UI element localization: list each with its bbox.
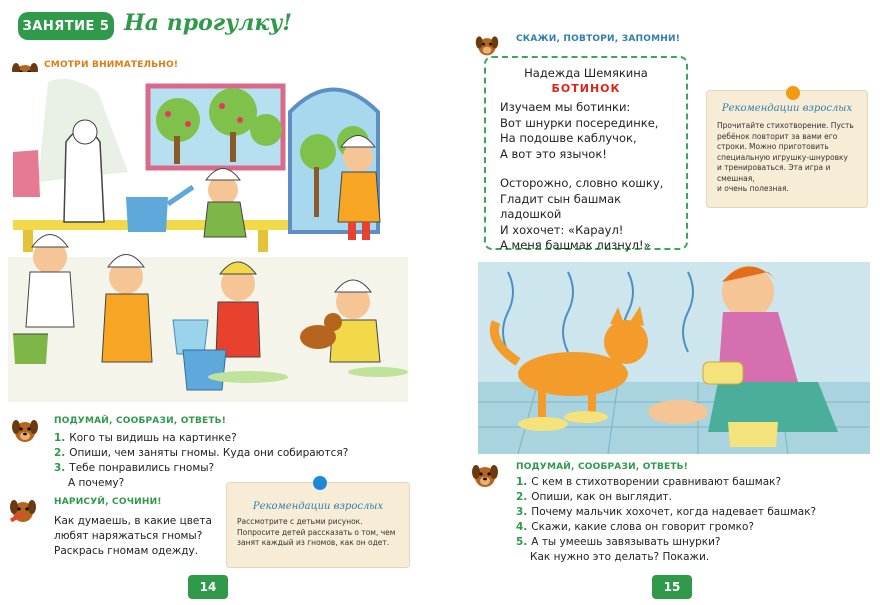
question-list — [516, 475, 866, 565]
poem-line: А вот это язычок! — [500, 146, 607, 161]
recommendations-line: и очень полезная. — [717, 184, 789, 193]
recommendations-text — [237, 517, 407, 549]
poem-line: И хохочет: «Караул! — [500, 222, 624, 237]
pin-icon — [786, 86, 800, 100]
list-item — [516, 535, 866, 550]
page-number-text: 15 — [663, 580, 681, 594]
list-item — [516, 490, 866, 505]
question-number: 1. — [54, 432, 66, 444]
gnomes-illustration — [8, 72, 408, 402]
poem-line: Гладит сын башмак ладошкой — [500, 191, 622, 221]
say-label: СКАЖИ, ПОВТОРИ, ЗАПОМНИ! — [516, 34, 681, 44]
question-text: С кем в стихотворении сравнивают башмак? — [531, 476, 782, 488]
draw-line: любят наряжаться гномы? — [54, 530, 203, 542]
list-item — [54, 431, 354, 446]
dog-with-pencil-icon — [8, 495, 38, 525]
poem-title: БОТИНОК — [551, 82, 621, 95]
list-item — [54, 446, 354, 461]
draw-line: Раскрась гномам одежду. — [54, 545, 199, 557]
recommendations-box — [706, 90, 868, 208]
question-text: Опиши, чем заняты гномы. Куда они собираются? — [69, 447, 349, 459]
poem-line: Вот шнурки посерединке, — [500, 115, 659, 130]
poem-stanza-1 — [500, 100, 684, 162]
recommendations-line: ребёнок повторит за вами его — [717, 131, 838, 141]
think-label: ПОДУМАЙ, СООБРАЗИ, ОТВЕТЬ! — [54, 416, 227, 426]
poem-box — [484, 56, 688, 250]
dog-icon — [474, 32, 500, 58]
question-text: А ты умеешь завязывать шнурки? — [531, 536, 721, 548]
recommendations-text — [717, 121, 865, 195]
recommendations-line: строки. Можно приготовить — [717, 142, 829, 151]
lesson-tag-text: ЗАНЯТИЕ 5 — [22, 18, 110, 34]
question-number: 4. — [516, 521, 528, 533]
list-item — [54, 461, 354, 476]
lesson-tag — [18, 12, 114, 40]
dog-icon — [10, 415, 40, 445]
question-number: 2. — [54, 447, 66, 459]
page-number — [188, 575, 228, 599]
question-text: А почему? — [68, 477, 125, 489]
poem-line: А меня башмак лизнул!» — [500, 238, 651, 252]
recommendations-line: Прочитайте стихотворение. Пусть — [717, 121, 854, 130]
recommendations-line: Рассмотрите с детьми рисунок. — [237, 517, 363, 526]
question-text: Почему мальчик хохочет, когда надевает башмак? — [531, 506, 817, 518]
poem-line: Изучаем мы ботинки: — [500, 100, 631, 114]
poem-author: Надежда Шемякина — [524, 66, 648, 80]
list-item — [516, 505, 866, 520]
question-number: 2. — [516, 491, 528, 503]
list-item — [516, 550, 866, 565]
draw-text — [54, 514, 224, 559]
think-label: ПОДУМАЙ, СООБРАЗИ, ОТВЕТЬ! — [516, 462, 689, 472]
poem-line: На подошве каблучок, — [500, 131, 637, 145]
recommendations-line: и тренироваться. Эта игра и смешная, — [717, 163, 831, 183]
recommendations-title: Рекомендации взрослых — [721, 103, 853, 114]
question-text: Опиши, как он выглядит. — [531, 491, 673, 503]
cat-and-boy-illustration — [478, 262, 870, 454]
question-text: Кого ты видишь на картинке? — [69, 432, 237, 444]
poem-stanza-2 — [500, 176, 684, 254]
question-text: Как нужно это делать? Покажи. — [530, 551, 710, 563]
recommendations-line: специальную игрушку-шнуровку — [717, 152, 848, 162]
question-number: 3. — [516, 506, 528, 518]
look-label: СМОТРИ ВНИМАТЕЛЬНО! — [44, 60, 179, 70]
question-number: 3. — [54, 462, 66, 474]
recommendations-line: Попросите детей рассказать о том, чем — [237, 527, 396, 537]
list-item — [516, 520, 866, 535]
list-item — [516, 475, 866, 490]
draw-label: НАРИСУЙ, СОЧИНИ! — [54, 497, 162, 507]
pin-icon — [313, 476, 327, 490]
poem-line: Осторожно, словно кошку, — [500, 176, 664, 190]
recommendations-title: Рекомендации взрослых — [252, 501, 384, 512]
question-number: 1. — [516, 476, 528, 488]
recommendations-box — [226, 482, 410, 568]
recommendations-line: занят каждый из гномов, как он одет. — [237, 538, 390, 547]
question-number: 5. — [516, 536, 528, 548]
draw-line: Как думаешь, в какие цвета — [54, 515, 212, 527]
page-number — [652, 575, 692, 599]
question-text: Тебе понравились гномы? — [69, 462, 215, 474]
dog-icon — [470, 460, 500, 490]
page-number-text: 14 — [199, 580, 217, 594]
lesson-title: На прогулку! — [124, 10, 293, 36]
question-text: Скажи, какие слова он говорит громко? — [531, 521, 754, 533]
